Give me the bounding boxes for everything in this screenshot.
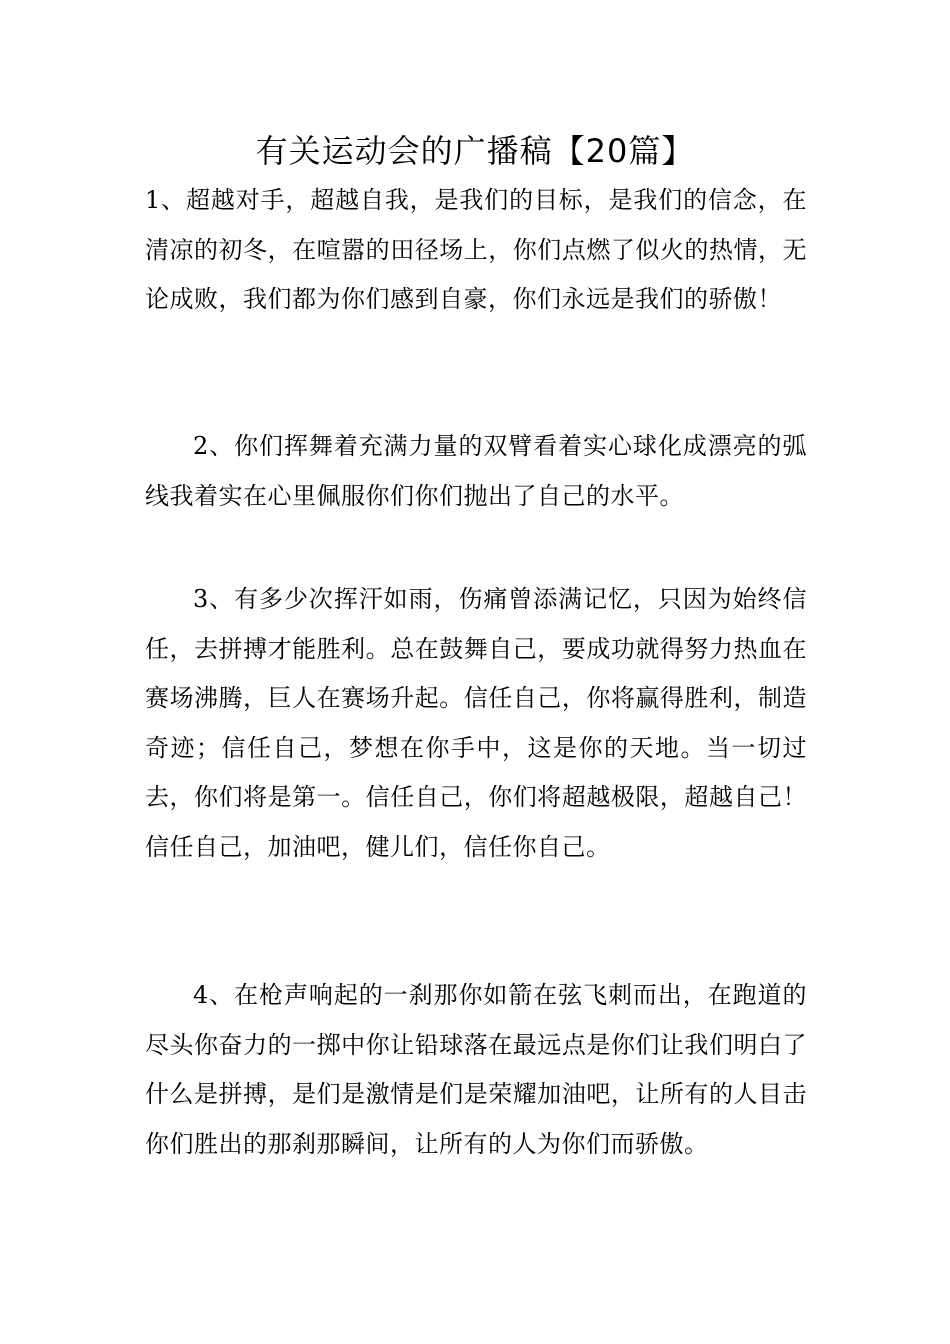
document-title: 有关运动会的广播稿【20篇】 [255,132,695,170]
paragraph-4: 4、在枪声响起的一刹那你如箭在弦飞刺而出，在跑道的尽头你奋力的一掷中你让铅球落在最远点是你们让我们明白了什么是拼搏，是们是激情是们是荣耀加油吧，让所有的人目击你们胜出的那刹那瞬间，让所有的人为你们而骄傲。 [145,981,807,1158]
paragraph-1: 1、超越对手，超越自我，是我们的目标，是我们的信念，在清凉的初冬，在喧嚣的田径场上，你们点燃了似火的热情，无论成败，我们都为你们感到自豪，你们永远是我们的骄傲！ [145,186,807,313]
paragraph-3: 3、有多少次挥汗如雨，伤痛曾添满记忆，只因为始终信任，去拼搏才能胜利。总在鼓舞自己，要成功就得努力热血在赛场沸腾，巨人在赛场升起。信任自己，你将赢得胜利，制造奇迹；信任自己，梦想在你手中，这是你的天地。当一切过去，你们将是第一。信任自己，你们将超越极限，超越自己！信任自己，加油吧，健儿们，信任你自己。 [145,585,807,861]
paragraph-2: 2、你们挥舞着充满力量的双臂看着实心球化成漂亮的弧线我着实在心里佩服你们你们抛出了自己的水平。 [145,432,807,510]
